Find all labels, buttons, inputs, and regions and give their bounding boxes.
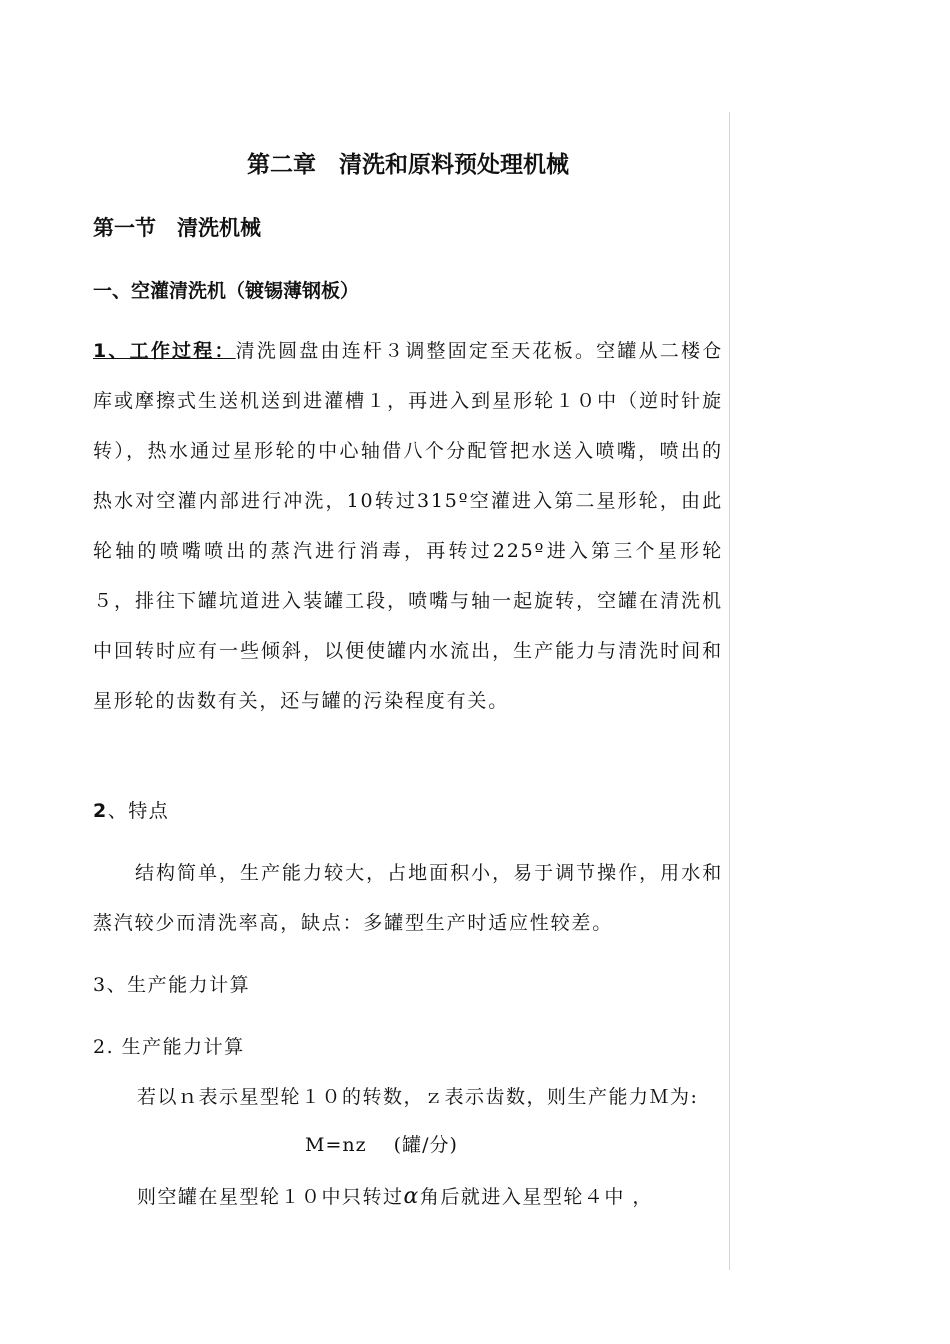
chapter-title: 第二章 清洗和原料预处理机械 — [247, 152, 569, 178]
features-number: 2 — [93, 800, 108, 822]
subsection-title: 一、空灌清洗机（镀锡薄钢板） — [93, 280, 360, 302]
features-label: 、特点 — [107, 800, 170, 822]
page-margin-line — [729, 112, 730, 1270]
section-title: 第一节 清洗机械 — [93, 216, 261, 240]
rotation-line-before: 则空罐在星型轮１０中只转过 — [137, 1186, 404, 1208]
capacity-formula: M=nz (罐/分) — [305, 1134, 458, 1156]
work-process-paragraph — [93, 326, 723, 726]
alpha-symbol: α — [403, 1184, 420, 1209]
capacity-heading-1: 3、生产能力计算 — [93, 974, 251, 996]
rotation-line — [137, 1182, 653, 1212]
features-heading — [93, 796, 169, 826]
capacity-heading-2: 2. 生产能力计算 — [93, 1036, 245, 1058]
work-process-text: 清洗圆盘由连杆３调整固定至天花板。空罐从二楼仓库或摩擦式生送机送到进灌槽１，再进入到星形轮１０中（逆时针旋转），热水通过星形轮的中心轴借八个分配管把水送入喷嘴，喷出的热水对空灌内部进行冲洗，10转过315º空灌进入第二星形轮，由此轮轴的喷嘴喷出的蒸汽进行消毒，再转过225º进入第三个星形轮５，排往下罐坑道进入装罐工段，喷嘴与轴一起旋转，空罐在清洗机中回转时应有一些倾斜，以便使罐内水流出，生产能力与清洗时间和星形轮的齿数有关，还与罐的污染程度有关。 — [93, 340, 723, 712]
work-process-label: 1、工作过程： — [93, 340, 236, 362]
capacity-definition-line: 若以ｎ表示星型轮１０的转数，ｚ表示齿数，则生产能力Ｍ为: — [137, 1086, 699, 1108]
features-paragraph: 结构简单，生产能力较大，占地面积小，易于调节操作，用水和蒸汽较少而清洗率高，缺点：多罐型生产时适应性较差。 — [93, 862, 723, 934]
rotation-line-after: 角后就进入星型轮４中 ， — [419, 1186, 653, 1208]
